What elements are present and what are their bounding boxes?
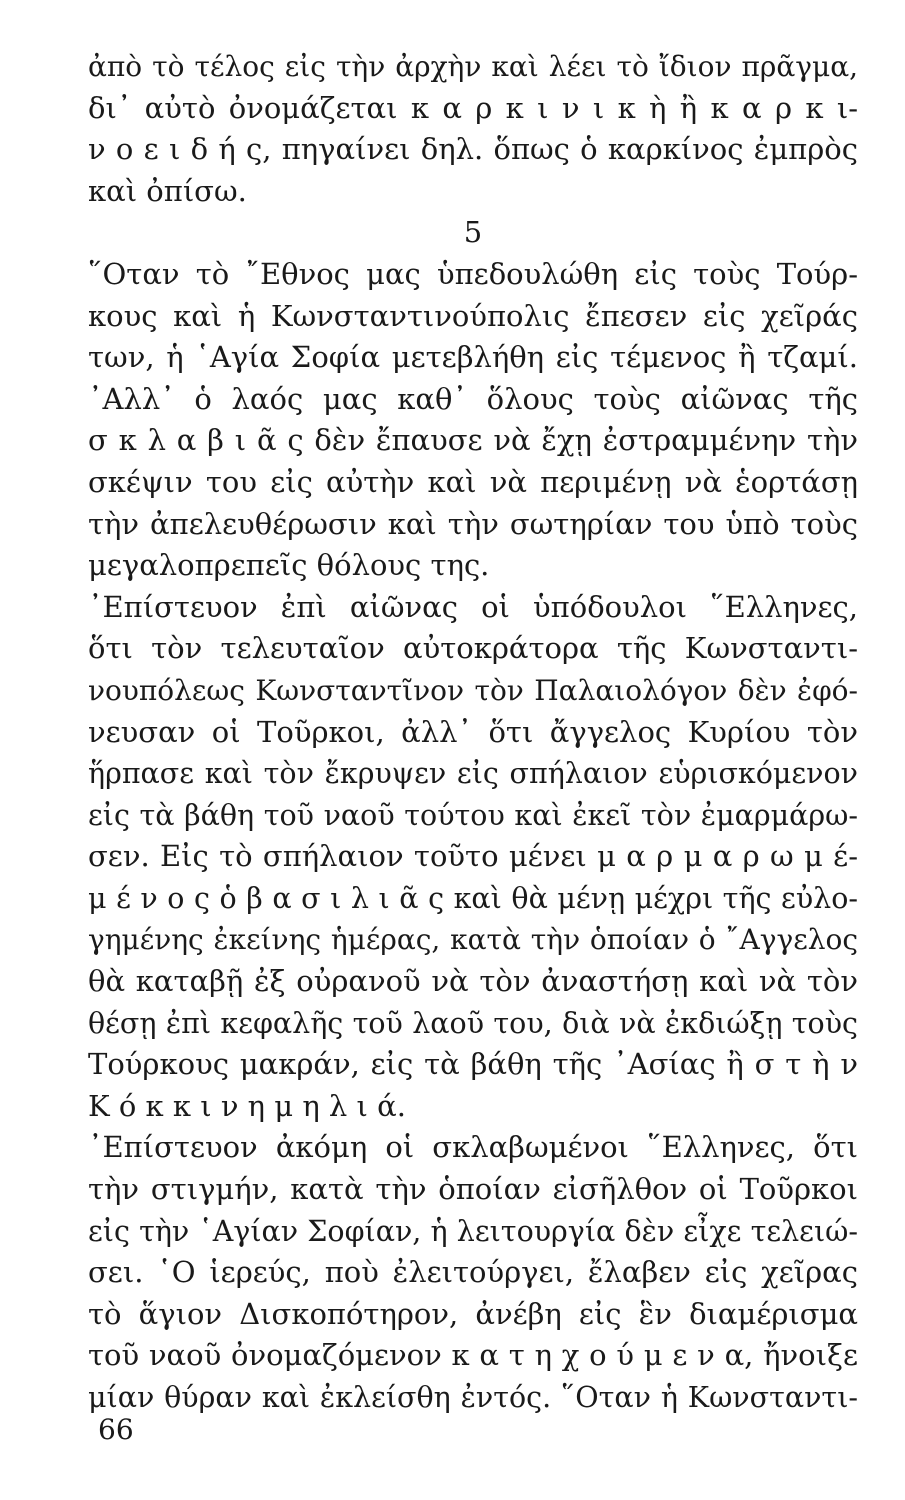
text-line: τοῦ ναοῦ ὀνομαζόμενον κ α τ η χ ο ύ μ ε ν α, ἤνοιξε: [88, 1338, 858, 1373]
text-line: θέσῃ ἐπὶ κεφαλῆς τοῦ λαοῦ του, διὰ νὰ ἐκδιώξῃ τοὺς: [88, 1006, 858, 1040]
body-text: [88, 46, 858, 1419]
text-line: ἥρπασε καὶ τὸν ἔκρυψεν εἰς σπήλαιον εὑρισκόμενον: [88, 757, 858, 791]
text-line: μίαν θύραν καὶ ἐκλείσθη ἐντός. ῞Οταν ἡ Κωνσταντι-: [88, 1381, 858, 1414]
text-line: γημένης ἐκείνης ἡμέρας, κατὰ τὴν ὁποίαν ὁ ῎Αγγελος: [88, 923, 858, 957]
text-line: σεν. Εἰς τὸ σπήλαιον τοῦτο μένει μ α ρ μ α ρ ω μ έ-: [88, 839, 858, 874]
text-line: Τούρκους μακράν, εἰς τὰ βάθη τῆς ᾽Ασίας ἢ σ τ ὴ ν: [88, 1047, 858, 1082]
text-line: μεγαλοπρεπεῖς θόλους της.: [88, 548, 490, 583]
text-line: θὰ καταβῇ ἐξ οὐρανοῦ νὰ τὸν ἀναστήσῃ καὶ νὰ τὸν: [88, 964, 858, 999]
text-line: ᾽Επίστευον ἀκόμη οἱ σκλαβωμένοι ῞Ελληνες, ὅτι: [88, 1130, 858, 1165]
text-line: μ έ ν ο ς ὁ β α σ ι λ ι ᾶ ς καὶ θὰ μένῃ μέχρι τῆς εὐλο-: [88, 881, 858, 915]
text-line: σει. ῾Ο ἱερεύς, ποὺ ἐλειτούργει, ἔλαβεν εἰς χεῖρας: [88, 1255, 858, 1290]
text-line: Κ ό κ κ ι ν η μ η λ ι ά.: [88, 1088, 406, 1123]
text-line: νευσαν οἱ Τοῦρκοι, ἀλλ᾽ ὅτι ἄγγελος Κυρίου τὸν: [88, 714, 858, 749]
text-line: νουπόλεως Κωνσταντῖνον τὸν Παλαιολόγον δὲν ἐφό-: [88, 673, 858, 707]
text-line: ᾽Αλλ᾽ ὁ λαός μας καθ᾽ ὅλους τοὺς αἰῶνας τῆς: [88, 381, 858, 416]
section-number: 5: [463, 215, 483, 250]
text-line: κους καὶ ἡ Κωνσταντινούπολις ἔπεσεν εἰς χεῖράς: [88, 298, 858, 333]
text-line: τὴν στιγμήν, κατὰ τὴν ὁποίαν εἰσῆλθον οἱ Τοῦρκοι: [88, 1172, 858, 1207]
text-line: σκέψιν του εἰς αὐτὴν καὶ νὰ περιμένῃ νὰ ἑορτάσῃ: [88, 464, 858, 499]
text-line: εἰς τὰ βάθη τοῦ ναοῦ τούτου καὶ ἐκεῖ τὸν ἐμαρμάρω-: [88, 798, 858, 832]
text-line: καὶ ὀπίσω.: [88, 173, 247, 208]
text-line: ᾽Επίστευον ἐπὶ αἰῶνας οἱ ὑπόδουλοι ῞Ελληνες,: [88, 589, 858, 624]
text-line: των, ἡ ῾Αγία Σοφία μετεβλήθη εἰς τέμενος ἢ τζαμί.: [88, 340, 858, 375]
text-line: σ κ λ α β ι ᾶ ς δὲν ἔπαυσε νὰ ἔχῃ ἐστραμμένην τὴν: [88, 423, 858, 458]
page-number: 66: [98, 1413, 134, 1446]
text-line: ὅτι τὸν τελευταῖον αὐτοκράτορα τῆς Κωνσταντι-: [88, 631, 858, 666]
text-line: τὸ ἅγιον Δισκοπότηρον, ἀνέβη εἰς ἓν διαμέρισμα: [88, 1296, 858, 1331]
text-line: ν ο ε ι δ ή ς, πηγαίνει δηλ. ὅπως ὁ καρκίνος ἐμπρὸς: [88, 132, 858, 167]
text-line: δι᾽ αὐτὸ ὀνομάζεται κ α ρ κ ι ν ι κ ὴ ἢ κ α ρ κ ι-: [88, 90, 858, 125]
text-line: εἰς τὴν ῾Αγίαν Σοφίαν, ἡ λειτουργία δὲν εἶχε τελειώ-: [88, 1214, 858, 1248]
text-line: τὴν ἀπελευθέρωσιν καὶ τὴν σωτηρίαν του ὑπὸ τοὺς: [88, 506, 858, 541]
text-line: ἀπὸ τὸ τέλος εἰς τὴν ἀρχὴν καὶ λέει τὸ ἴδιον πρᾶγμα,: [88, 50, 858, 83]
text-line: ῞Οταν τὸ ῎Εθνος μας ὑπεδουλώθη εἰς τοὺς Τούρ-: [88, 256, 858, 291]
